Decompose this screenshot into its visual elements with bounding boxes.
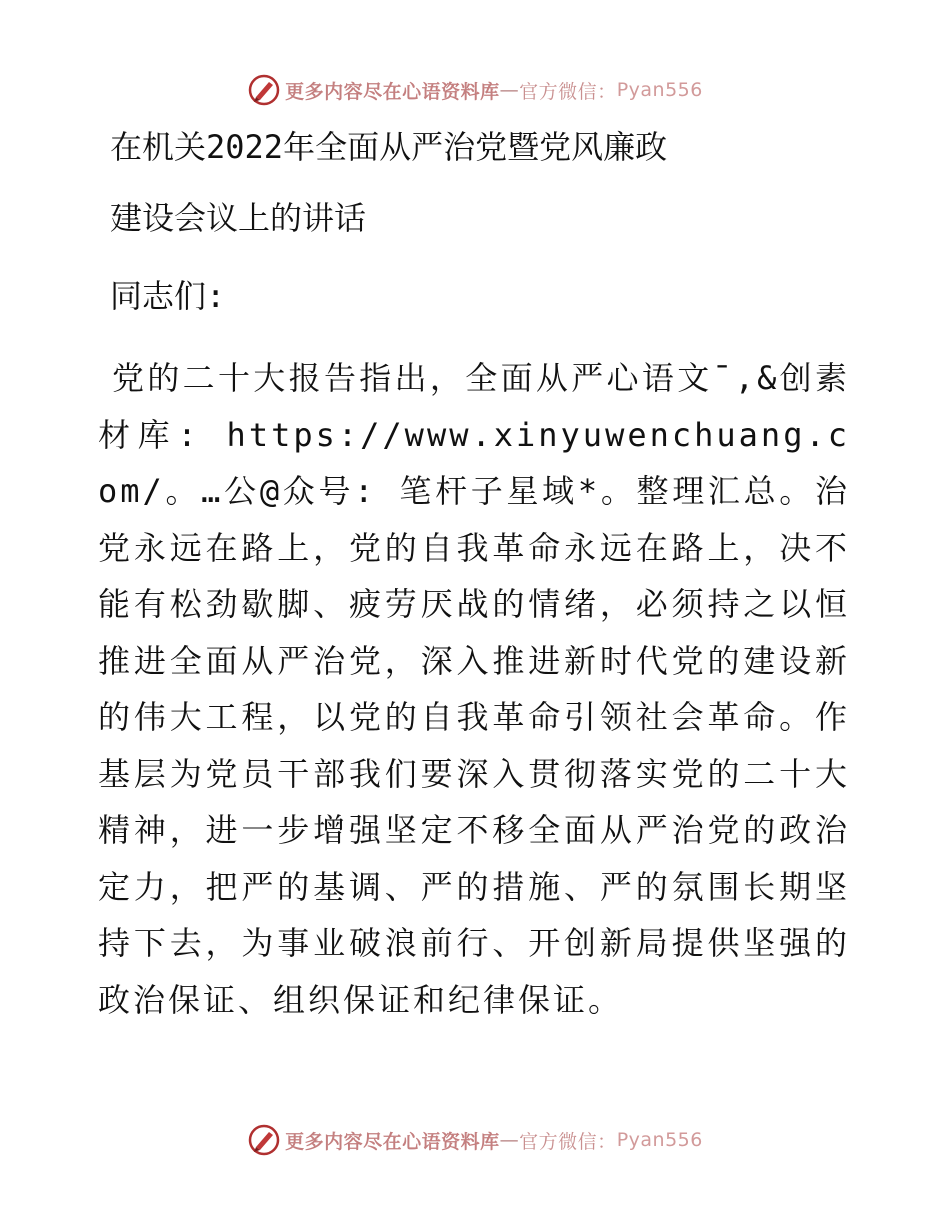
footer-wechat-label: 官方微信：	[519, 1130, 617, 1153]
body-paragraph: 党的二十大报告指出，全面从严心语文¯,&创素材库: https://www.xinyuwenchuang.com/。…公@众号: 笔杆子星域*。整理汇总。治党永远在路上，党的自我革命永远在路上，决不能有松劲歇脚、疲劳厌战的情绪，必须持之以恒推进全面从严治党，深入推进新时代党的建设新的伟大工程，以党的自我革命引领社会革命。作基层为党员干部我们要深入贯彻落实党的二十大精神，进一步增强坚定不移全面从严治党的政治定力，把严的基调、严的措施、严的氛围长期坚持下去，为事业破浪前行、开创新局提供坚强的政治保证、组织保证和纪律保证。	[98, 359, 850, 1019]
header-separator: —	[499, 79, 520, 101]
header-wechat-id: Pyan556	[616, 79, 703, 101]
pen-logo-icon	[247, 73, 281, 107]
greeting: 同志们:	[110, 277, 226, 315]
document-title-line-1: 在机关2022年全面从严治党暨党风廉政	[110, 128, 668, 166]
pen-logo-icon	[247, 1123, 281, 1157]
header-site-text: 更多内容尽在心语资料库	[285, 80, 500, 103]
footer-separator: —	[499, 1129, 520, 1151]
footer-wechat-id: Pyan556	[616, 1129, 703, 1151]
footer-banner	[0, 1120, 950, 1160]
header-wechat-label: 官方微信：	[519, 80, 617, 103]
header-banner	[0, 70, 950, 110]
footer-site-text: 更多内容尽在心语资料库	[285, 1130, 500, 1153]
document-title-line-2: 建设会议上的讲话	[110, 199, 367, 237]
